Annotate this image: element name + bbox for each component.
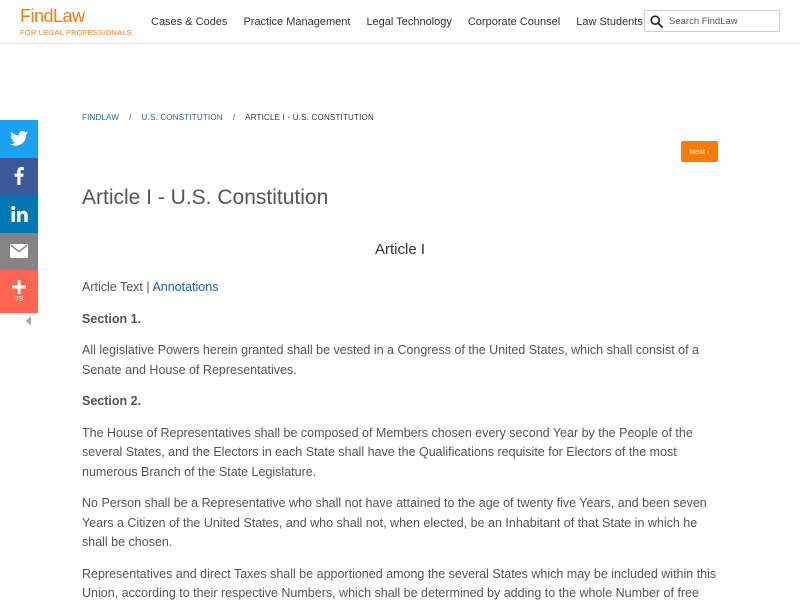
next-button[interactable]: Next ›	[681, 141, 718, 162]
section-2-paragraph-3: Representatives and direct Taxes shall be apportioned among the several States which may be included within this Union, according to their respective Numbers, which shall be determined by adding to the whole Number of free	[82, 566, 717, 600]
nav-law-students[interactable]: Law Students	[576, 16, 643, 28]
breadcrumb	[82, 113, 374, 122]
tab-divider: |	[146, 280, 150, 294]
breadcrumb-separator: /	[232, 113, 236, 122]
facebook-share-button[interactable]	[0, 158, 38, 196]
section-1-title: Section 1.	[82, 311, 142, 326]
search-box	[644, 10, 780, 32]
email-share-button[interactable]	[0, 233, 38, 271]
section-2-paragraph-2: No Person shall be a Representative who shall not have attained to the age of twenty five Years, and been seven Years a Citizen of the United States, and who shall not, when elected, be an Inhabitant of that State in which he shall be chosen.	[82, 496, 707, 549]
main-nav	[151, 16, 659, 28]
search-input[interactable]	[669, 13, 775, 29]
plus-icon	[12, 280, 26, 294]
linkedin-icon	[11, 206, 28, 222]
article-content	[82, 278, 722, 616]
nav-corporate-counsel[interactable]: Corporate Counsel	[467, 16, 561, 28]
social-share-bar	[0, 120, 38, 313]
section-2-paragraph-1: The House of Representatives shall be composed of Members chosen every second Year by the People of the several States, and the Electors in each State shall have the Qualifications requisite for Electors of the most numerous Branch of the State Legislature.	[82, 425, 693, 479]
logo-wordmark: FindLaw	[20, 6, 85, 26]
site-header	[0, 0, 800, 44]
article-heading: Article I	[374, 241, 425, 258]
page-title: Article I - U.S. Constitution	[82, 186, 329, 209]
nav-legal-technology[interactable]: Legal Technology	[366, 16, 452, 28]
breadcrumb-current: ARTICLE I - U.S. CONSTITUTION	[245, 113, 374, 122]
findlaw-logo[interactable]	[20, 6, 132, 38]
breadcrumb-us-constitution[interactable]: U.S. CONSTITUTION	[141, 113, 223, 122]
article-tabs	[82, 278, 722, 298]
share-count: 79	[15, 296, 23, 303]
annotations-link[interactable]: Annotations	[152, 280, 219, 294]
twitter-icon	[10, 131, 28, 146]
breadcrumb-separator: /	[129, 113, 132, 122]
search-icon[interactable]	[650, 15, 663, 28]
email-icon	[10, 244, 28, 258]
section-2-title: Section 2.	[82, 394, 142, 408]
nav-practice-management[interactable]: Practice Management	[243, 16, 351, 28]
collapse-share-icon[interactable]	[24, 315, 32, 327]
article-text-label: Article Text	[82, 280, 143, 294]
more-share-button[interactable]	[0, 270, 38, 313]
nav-cases-codes[interactable]: Cases & Codes	[151, 16, 228, 28]
section-1-paragraph-1: All legislative Powers herein granted shall be vested in a Congress of the United States, which shall consist of a Senate and House of Representatives.	[82, 343, 699, 377]
logo-tagline: FOR LEGAL PROFESSIONALS	[20, 28, 132, 37]
facebook-icon	[14, 167, 24, 185]
twitter-share-button[interactable]	[0, 120, 38, 158]
linkedin-share-button[interactable]	[0, 195, 38, 233]
breadcrumb-findlaw[interactable]: FINDLAW	[82, 113, 120, 122]
